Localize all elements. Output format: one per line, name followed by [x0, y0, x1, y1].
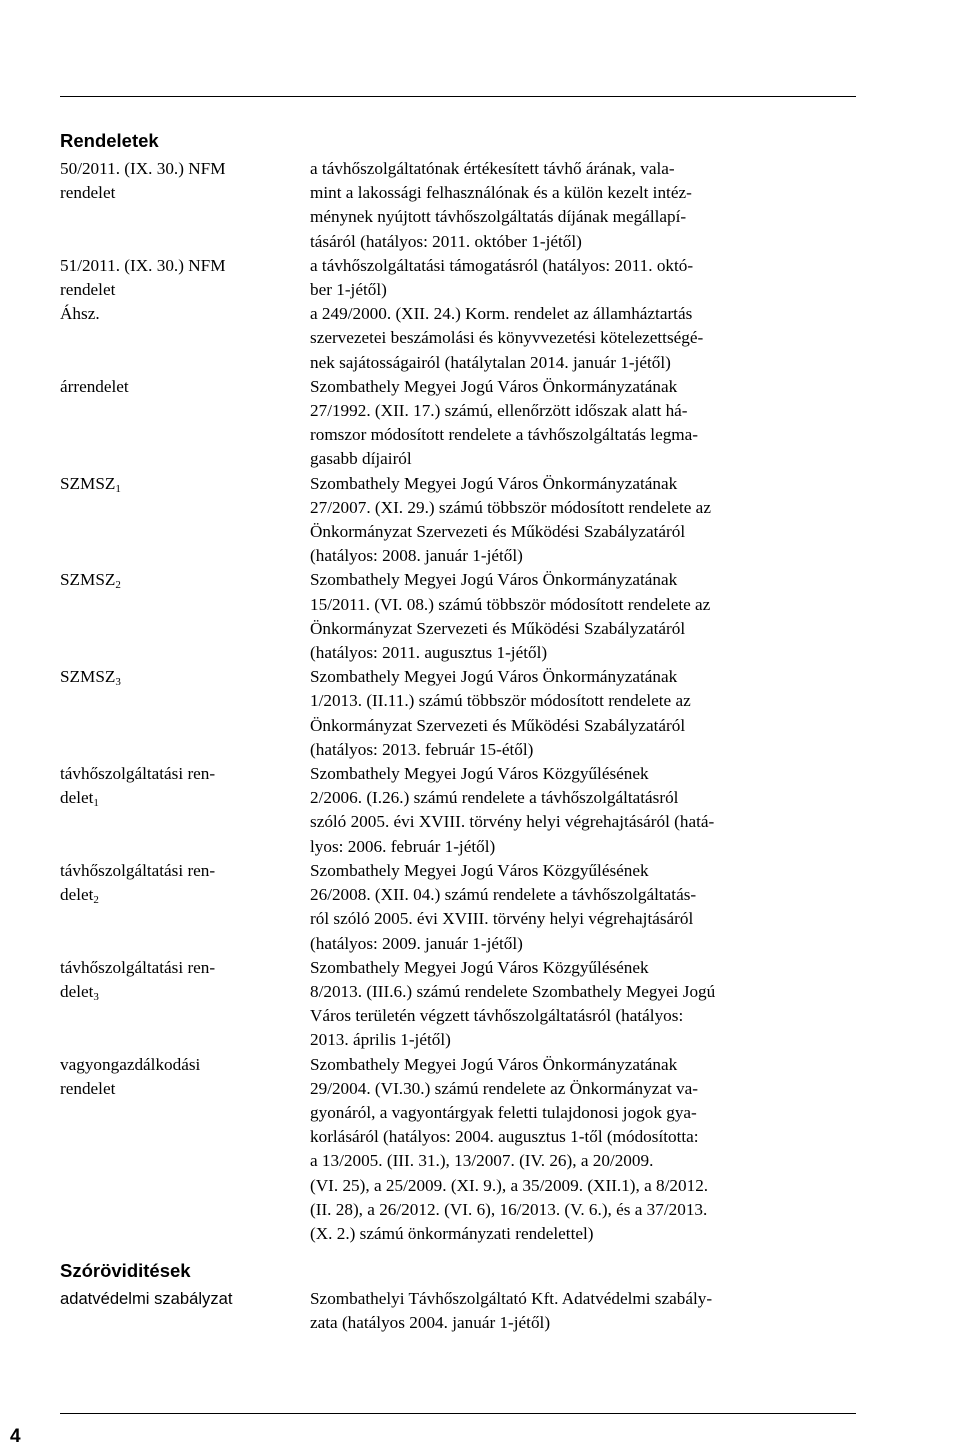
- description-line: korlásáról (hatályos: 2004. augusztus 1-től (módosította:: [310, 1127, 699, 1147]
- definition-description: [310, 956, 850, 1053]
- definition-term: [60, 762, 310, 859]
- definition-term: [60, 568, 310, 665]
- term-line: [60, 568, 310, 592]
- description-line: nek sajátosságairól (hatálytalan 2014. január 1-jétől): [310, 352, 671, 372]
- term-line: [60, 883, 310, 907]
- page-number: 4: [10, 1426, 21, 1447]
- description-line: ber 1-jétől): [310, 280, 387, 300]
- description-line: (VI. 25), a 25/2009. (XI. 9.), a 35/2009. (XII.1), a 8/2012.: [310, 1175, 709, 1195]
- definition-row: [60, 665, 856, 762]
- description-line: tásáról (hatályos: 2011. október 1-jétől): [310, 231, 582, 251]
- definition-term: [60, 665, 310, 762]
- rovidites-heading: Szóröviditések: [60, 1260, 191, 1282]
- term-line: [60, 980, 310, 1004]
- term-line: Áhsz.: [60, 304, 100, 324]
- description-line: mint a lakossági felhasználónak és a külön kezelt intéz-: [310, 183, 692, 203]
- description-line: 8/2013. (III.6.) számú rendelete Szombathely Megyei Jogú: [310, 981, 716, 1001]
- term-base: SZMSZ: [60, 667, 116, 687]
- term-line: 51/2011. (IX. 30.) NFM: [60, 255, 226, 275]
- definition-row: [60, 472, 856, 569]
- definition-row: [60, 157, 856, 254]
- description-line: zata (hatályos 2004. január 1-jétől): [310, 1313, 551, 1333]
- description-line: (hatályos: 2013. február 15-étől): [310, 739, 534, 759]
- term-line: [60, 472, 310, 496]
- description-line: Város területén végzett távhőszolgáltatásról (hatályos:: [310, 1006, 684, 1026]
- definition-row: [60, 1287, 856, 1335]
- description-line: gyonáról, a vagyontárgyak feletti tulajdonosi jogok gya-: [310, 1102, 697, 1122]
- description-line: a 249/2000. (XII. 24.) Korm. rendelet az államháztartás: [310, 304, 693, 324]
- description-line: Szombathely Megyei Jogú Város Közgyűlésének: [310, 957, 649, 977]
- description-line: 26/2008. (XII. 04.) számú rendelete a távhőszolgáltatás-: [310, 885, 697, 905]
- description-line: Önkormányzat Szervezeti és Működési Szabályzatáról: [310, 522, 686, 542]
- definition-term: [60, 375, 310, 472]
- description-line: a távhőszolgáltatási támogatásról (hatályos: 2011. októ-: [310, 255, 694, 275]
- term-line: rendelet: [60, 280, 116, 300]
- description-line: szóló 2005. évi XVIII. törvény helyi végrehajtásáról (hatá-: [310, 812, 715, 832]
- description-line: Szombathely Megyei Jogú Város Önkormányzatának: [310, 1054, 678, 1074]
- definition-term: [60, 302, 310, 375]
- term-line: adatvédelmi szabályzat: [60, 1289, 233, 1309]
- description-line: ról szóló 2005. évi XVIII. törvény helyi végrehajtásáról: [310, 909, 694, 929]
- definition-term: [60, 1053, 310, 1247]
- description-line: ménynek nyújtott távhőszolgáltatás díjának megállapí-: [310, 207, 687, 227]
- description-line: (hatályos: 2008. január 1-jétől): [310, 546, 523, 566]
- term-base: SZMSZ: [60, 570, 116, 590]
- definitions-page: [60, 130, 856, 1336]
- term-line: távhőszolgáltatási ren-: [60, 860, 216, 880]
- definition-description: [310, 859, 850, 956]
- bottom-rule: [60, 1413, 856, 1414]
- definition-term: [60, 254, 310, 302]
- description-line: Szombathely Megyei Jogú Város Önkormányzatának: [310, 376, 678, 396]
- term-line: 50/2011. (IX. 30.) NFM: [60, 159, 226, 178]
- description-line: (II. 28), a 26/2012. (VI. 6), 16/2013. (V. 6.), és a 37/2013.: [310, 1199, 708, 1219]
- term-subscript: 2: [93, 894, 99, 907]
- description-line: romszor módosított rendelete a távhőszolgáltatás legma-: [310, 425, 699, 445]
- description-line: lyos: 2006. február 1-jétől): [310, 836, 496, 856]
- description-line: 2/2006. (I.26.) számú rendelete a távhőszolgáltatásról: [310, 788, 679, 808]
- term-subscript: 3: [93, 990, 99, 1003]
- rendeletek-heading: Rendeletek: [60, 130, 159, 151]
- term-line: vagyongazdálkodási: [60, 1054, 201, 1074]
- description-line: 1/2013. (II.11.) számú többször módosított rendelete az: [310, 691, 691, 711]
- term-line: távhőszolgáltatási ren-: [60, 957, 216, 977]
- definition-description: [310, 568, 850, 665]
- description-line: Önkormányzat Szervezeti és Működési Szabályzatáról: [310, 618, 686, 638]
- definition-description: [310, 472, 850, 569]
- definition-row: [60, 254, 856, 302]
- description-line: (hatályos: 2009. január 1-jétől): [310, 933, 523, 953]
- description-line: 15/2011. (VI. 08.) számú többször módosított rendelete az: [310, 594, 711, 614]
- definition-row: [60, 956, 856, 1053]
- description-line: Szombathelyi Távhőszolgáltató Kft. Adatvédelmi szabály-: [310, 1289, 713, 1309]
- definition-description: [310, 665, 850, 762]
- description-line: gasabb díjairól: [310, 449, 412, 469]
- description-line: 27/2007. (XI. 29.) számú többször módosított rendelete az: [310, 497, 711, 517]
- definition-description: [310, 254, 850, 302]
- definition-row: [60, 568, 856, 665]
- description-line: 2013. április 1-jétől): [310, 1030, 451, 1050]
- term-subscript: 1: [93, 797, 99, 810]
- term-subscript: 3: [115, 676, 121, 689]
- description-line: Önkormányzat Szervezeti és Működési Szabályzatáról: [310, 715, 686, 735]
- rovidites-list: [60, 1287, 856, 1335]
- term-line: rendelet: [60, 183, 116, 203]
- top-rule: [60, 96, 856, 97]
- definition-description: [310, 762, 850, 859]
- rendeletek-list: [60, 157, 856, 1246]
- definition-row: [60, 375, 856, 472]
- term-base: delet: [60, 788, 94, 808]
- term-line: rendelet: [60, 1078, 116, 1098]
- description-line: 29/2004. (VI.30.) számú rendelete az Önkormányzat va-: [310, 1078, 699, 1098]
- definition-term: [60, 1287, 310, 1335]
- term-line: [60, 786, 310, 810]
- definition-row: [60, 1053, 856, 1247]
- definition-term: [60, 157, 310, 254]
- description-line: Szombathely Megyei Jogú Város Közgyűlésének: [310, 860, 649, 880]
- term-line: [60, 665, 310, 689]
- description-line: Szombathely Megyei Jogú Város Önkormányzatának: [310, 570, 678, 590]
- description-line: (hatályos: 2011. augusztus 1-jétől): [310, 643, 548, 663]
- definition-row: [60, 762, 856, 859]
- term-line: árrendelet: [60, 376, 129, 396]
- definition-term: [60, 472, 310, 569]
- term-subscript: 1: [115, 482, 121, 495]
- description-line: 27/1992. (XII. 17.) számú, ellenőrzött időszak alatt há-: [310, 401, 688, 421]
- definition-term: [60, 859, 310, 956]
- description-line: Szombathely Megyei Jogú Város Közgyűlésének: [310, 764, 649, 784]
- description-line: a távhőszolgáltatónak értékesített távhő árának, vala-: [310, 159, 675, 178]
- description-line: (X. 2.) számú önkormányzati rendelettel): [310, 1223, 594, 1243]
- description-line: a 13/2005. (III. 31.), 13/2007. (IV. 26), a 20/2009.: [310, 1151, 654, 1171]
- definition-description: [310, 1287, 850, 1335]
- term-subscript: 2: [115, 579, 121, 592]
- description-line: szervezetei beszámolási és könyvvezetési kötelezettségé-: [310, 328, 704, 348]
- definition-description: [310, 302, 850, 375]
- description-line: Szombathely Megyei Jogú Város Önkormányzatának: [310, 473, 678, 493]
- term-base: SZMSZ: [60, 473, 116, 493]
- definition-row: [60, 859, 856, 956]
- definition-term: [60, 956, 310, 1053]
- definition-description: [310, 375, 850, 472]
- term-line: távhőszolgáltatási ren-: [60, 764, 216, 784]
- definition-description: [310, 1053, 850, 1247]
- description-line: Szombathely Megyei Jogú Város Önkormányzatának: [310, 667, 678, 687]
- term-base: delet: [60, 981, 94, 1001]
- term-base: delet: [60, 885, 94, 905]
- definition-description: [310, 157, 850, 254]
- definition-row: [60, 302, 856, 375]
